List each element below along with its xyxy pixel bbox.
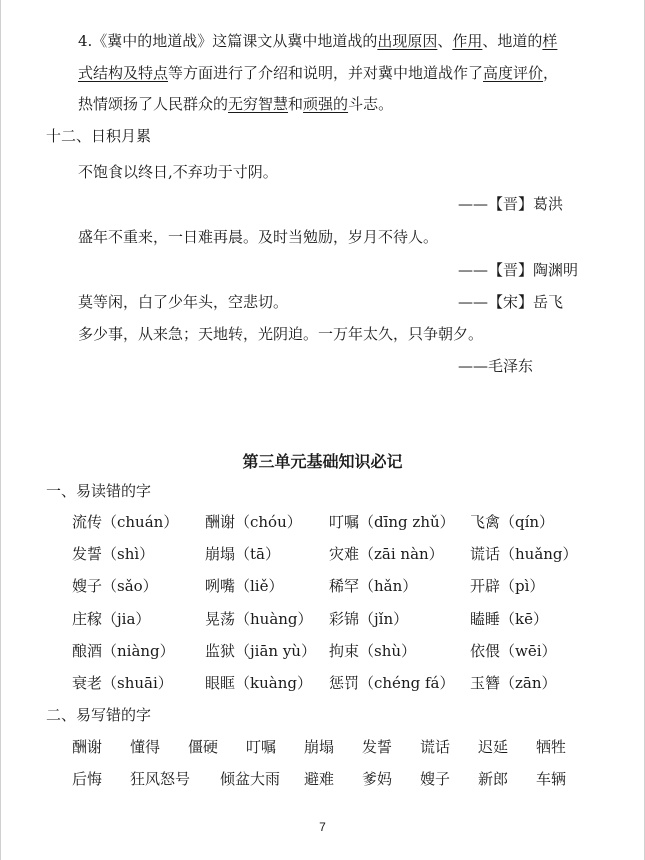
misread-entry: 惩罚（chéng fá） (329, 674, 455, 692)
miswrite-word: 后悔 (72, 770, 103, 788)
text: 热情颂扬了人民群众的 (78, 95, 229, 113)
underlined-term: 顽强的 (303, 95, 349, 113)
misread-entry: 晃荡（huàng） (205, 610, 313, 628)
misread-entry: 瞌睡（kē） (470, 610, 548, 628)
misread-entry: 拘束（shù） (329, 642, 417, 660)
misread-entry: 流传（chuán） (72, 513, 179, 531)
miswrite-word: 嫂子 (420, 770, 451, 788)
miswrite-word: 僵硬 (188, 738, 219, 756)
misread-entry: 酬谢（chóu） (205, 513, 302, 531)
misread-entry: 飞禽（qín） (470, 513, 555, 531)
miswrite-word: 崩塌 (304, 738, 335, 756)
underlined-term: 出现原因 (377, 32, 438, 50)
unit3-title: 第三单元基础知识必记 (242, 452, 403, 471)
underlined-term: 作用 (452, 32, 483, 50)
miswrite-word: 懂得 (130, 738, 161, 756)
miswrite-word: 叮嘱 (246, 738, 277, 756)
misread-entry: 谎话（huǎng） (470, 545, 578, 563)
miswrite-word: 谎话 (420, 738, 451, 756)
misread-entry: 崩塌（tā） (205, 545, 280, 563)
sec1-heading: 一、易读错的字 (46, 482, 152, 500)
miswrite-word: 新郎 (478, 770, 509, 788)
misread-entry: 依偎（wēi） (470, 642, 557, 660)
misread-entry: 酿酒（niàng） (72, 642, 175, 660)
misread-entry: 衰老（shuāi） (72, 674, 173, 692)
miswrite-word: 狂风怒号 (130, 770, 191, 788)
quote-3: 莫等闲，白了少年头，空悲切。 (78, 293, 289, 311)
quote-1: 不饱食以终日,不弃功于寸阴。 (78, 163, 278, 181)
underlined-term: 高度评价 (483, 64, 544, 82)
quote-3-author: ——【宋】岳飞 (458, 293, 564, 311)
text: ， (543, 64, 559, 82)
misread-entry: 监狱（jiān yù） (205, 642, 316, 660)
misread-entry: 发誓（shì） (72, 545, 155, 563)
section12-heading: 十二、日积月累 (46, 127, 152, 145)
miswrite-word: 迟延 (478, 738, 509, 756)
quote-1-author: ——【晋】葛洪 (458, 195, 564, 213)
misread-entry: 开辟（pì） (470, 577, 545, 595)
item4-line1 (78, 31, 557, 51)
text: 等方面进行了介绍和说明，并对冀中地道战作了 (168, 64, 484, 82)
misread-entry: 彩锦（jǐn） (329, 610, 409, 628)
text: 斗志。 (348, 95, 394, 113)
quote-4: 多少事，从来急；天地转，光阴迫。一万年太久，只争朝夕。 (78, 325, 484, 343)
miswrite-word: 牺牲 (536, 738, 567, 756)
quote-2: 盛年不重来，一日难再晨。及时当勉励，岁月不待人。 (78, 228, 439, 246)
text: 4.《冀中的地道战》这篇课文从冀中地道战的 (78, 32, 378, 50)
item4-line3 (78, 94, 393, 114)
misread-entry: 嫂子（sǎo） (72, 577, 158, 595)
misread-entry: 眼眶（kuàng） (205, 674, 312, 692)
underlined-term: 式结构及特点 (78, 64, 169, 82)
misread-entry: 庄稼（jia） (72, 610, 151, 628)
underlined-term: 无穷智慧 (228, 95, 289, 113)
miswrite-word: 酬谢 (72, 738, 103, 756)
miswrite-word: 车辆 (536, 770, 567, 788)
misread-entry: 咧嘴（liě） (205, 577, 284, 595)
quote-2-author: ——【晋】陶渊明 (458, 261, 579, 279)
misread-entry: 灾难（zāi nàn） (329, 545, 444, 563)
quote-4-author: ——毛泽东 (458, 357, 534, 375)
miswrite-word: 倾盆大雨 (220, 770, 281, 788)
miswrite-word: 发誓 (362, 738, 393, 756)
misread-entry: 叮嘱（dīng zhǔ） (329, 513, 455, 531)
misread-entry: 玉簪（zān） (470, 674, 557, 692)
page-number: 7 (319, 820, 326, 834)
misread-entry: 稀罕（hǎn） (329, 577, 418, 595)
sec2-heading: 二、易写错的字 (46, 706, 152, 724)
underlined-term: 样 (542, 32, 558, 50)
miswrite-word: 避难 (304, 770, 335, 788)
miswrite-word: 爹妈 (362, 770, 393, 788)
text: 、地道的 (482, 32, 543, 50)
text: 、 (437, 32, 453, 50)
item4-line2 (78, 63, 558, 83)
text: 和 (288, 95, 304, 113)
